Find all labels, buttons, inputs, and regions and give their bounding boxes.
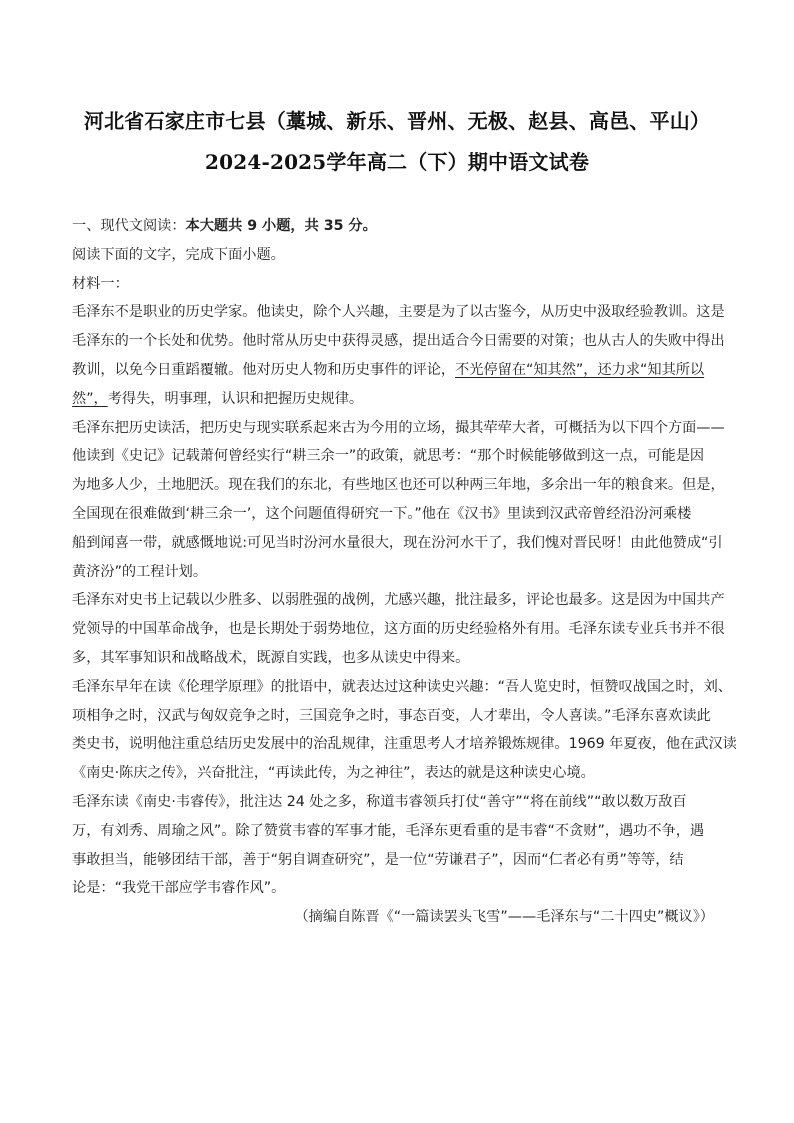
material-label: 材料一： (72, 275, 129, 292)
passage-line: 类史书，说明他注重总结历史发展中的治乱规律，注重思考人才培养锻炼规律。1969 年夏夜，他在武汉读 (72, 736, 737, 753)
exam-title-line2: 2024-2025学年高二（下）期中语文试卷 (204, 150, 590, 174)
section-heading-detail: 本大题共 9 小题，共 35 分。 (185, 218, 377, 234)
source-citation: （摘编自陈晋《“一篇读罢头飞雪”——毛泽东与“二十四史”概议》） (294, 909, 714, 926)
section-heading-prefix: 一、现代文阅读： (72, 218, 186, 234)
passage-line (72, 356, 722, 385)
passage-line: 事敢担当，能够团结干部，善于“躬自调查研究”，是一位“劳谦君子”，因而“仁者必有勇”等等，结 (72, 851, 684, 868)
passage-line: 毛泽东不是职业的历史学家。他读史，除个人兴趣，主要是为了以古鉴今，从历史中汲取经验教训。这是 (72, 304, 725, 321)
passage-line: 论是：“我党干部应学韦睿作风”。 (72, 880, 286, 897)
underlined-text: 然”， (72, 390, 108, 407)
passage-line: 全国现在很难做到‘耕三余一’，这个问题值得研究一下。”他在《汉书》里读到汉武帝曾经沿汾河乘楼 (72, 505, 692, 522)
passage-line: 毛泽东早年在读《伦理学原理》的批语中，就表达过这种读史兴趣：“吾人览史时，恒赞叹战国之时，刘、 (72, 678, 732, 695)
section-heading (72, 212, 722, 241)
passage-line: 万，有刘秀、周瑜之风”。除了赞赏韦睿的军事才能，毛泽东更看重的是韦睿“不贪财”，遇功不争，遇 (72, 822, 705, 839)
reading-passage (72, 212, 737, 932)
underlined-text: 不光停留在“知其然”，还力求“知其所以 (455, 361, 705, 378)
passage-line (72, 385, 722, 414)
passage-line: 毛泽东把历史读活，把历史与现实联系起来古为今用的立场，撮其荦荦大者，可概括为以下四个方面—— (72, 419, 725, 436)
passage-line: 项相争之时，汉武与匈奴竞争之时，三国竞争之时，事态百变，人才辈出，令人喜读。”毛泽东喜欢读此 (72, 707, 711, 724)
passage-line: 党领导的中国革命战争，也是长期处于弱势地位，这方面的历史经验格外有用。毛泽东读专业兵书并不很 (72, 621, 725, 638)
passage-text: 教训，以免今日重蹈覆辙。他对历史人物和历史事件的评论， (72, 361, 456, 378)
passage-line: 船到闻喜一带，就感慨地说:可见当时汾河水量很大，现在汾河水干了，我们愧对晋民呀！由此他赞成“引 (72, 534, 723, 551)
passage-line: 毛泽东读《南史·韦睿传》，批注达 24 处之多，称道韦睿领兵打仗“善守”“将在前线”“敢以数万敌百 (72, 793, 687, 810)
passage-line: 为地多人少，土地肥沃。现在我们的东北，有些地区也还可以种两三年地，多余出一年的粮食来。但是， (72, 477, 725, 494)
passage-line: 多，其军事知识和战略战术，既源自实践，也多从读史中得来。 (72, 649, 470, 666)
exam-title-line1: 河北省石家庄市七县（藁城、新乐、晋州、无极、赵县、高邑、平山） (83, 109, 711, 133)
passage-line: 毛泽东的一个长处和优势。他时常从历史中获得灵感，提出适合今日需要的对策；也从古人的失败中得出 (72, 333, 725, 350)
passage-line: 《南史·陈庆之传》，兴奋批注，“再读此传，为之神往”，表达的就是这种读史心境。 (72, 765, 595, 782)
passage-line: 黄济汾”的工程计划。 (72, 563, 208, 580)
passage-text: 考得失，明事理，认识和把握历史规律。 (107, 390, 364, 407)
passage-line: 他读到《史记》记载萧何曾经实行“耕三余一”的政策，就思考：“那个时候能够做到这一点，可能是因 (72, 448, 705, 465)
instruction-text: 阅读下面的文字，完成下面小题。 (72, 246, 285, 263)
passage-line: 毛泽东对史书上记载以少胜多、以弱胜强的战例，尤感兴趣，批注最多，评论也最多。这是因为中国共产 (72, 592, 725, 609)
